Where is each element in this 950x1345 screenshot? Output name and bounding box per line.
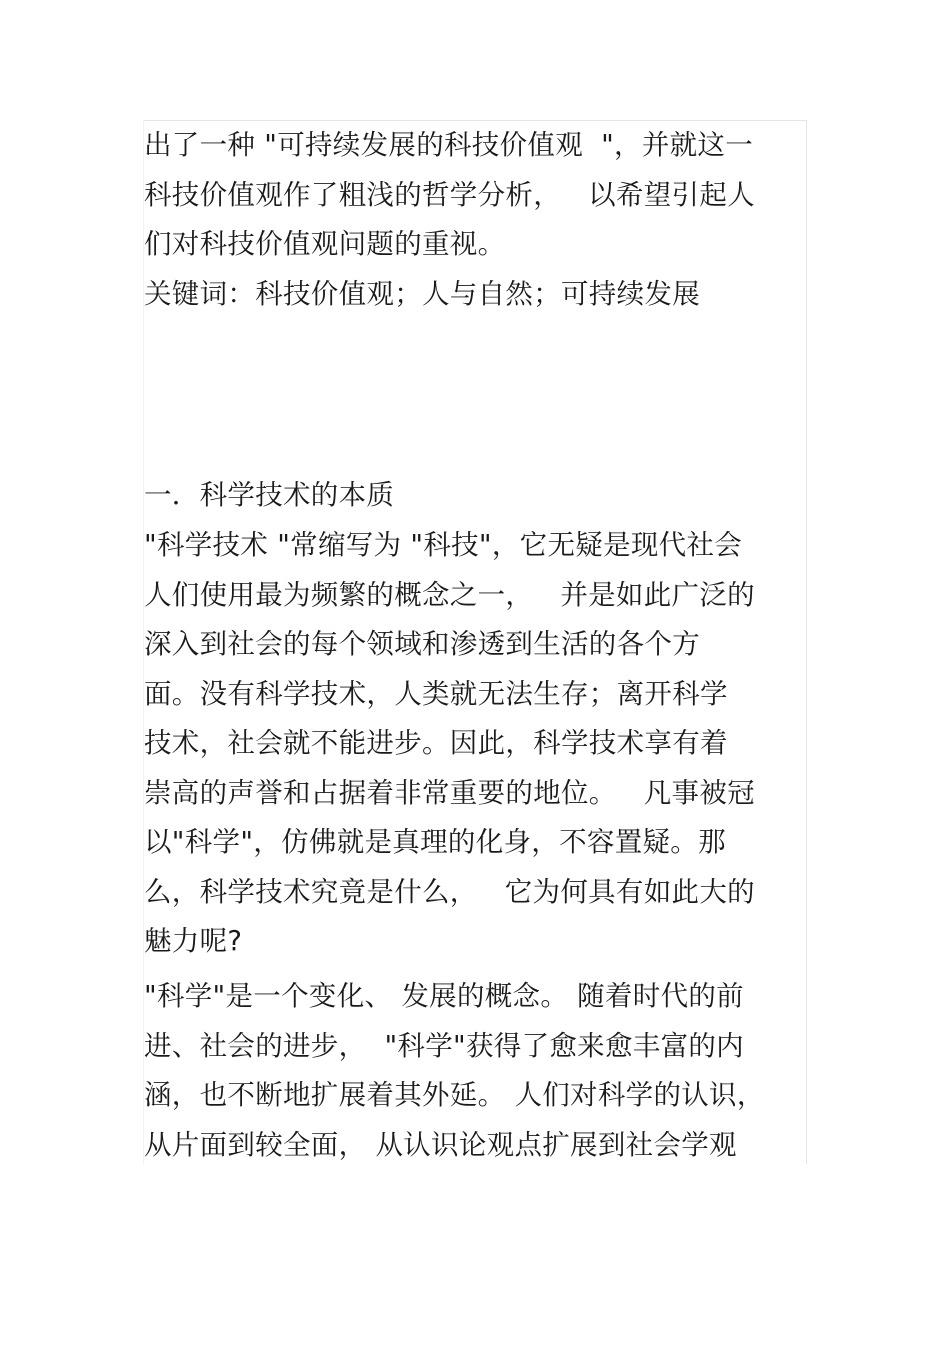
abstract-line: 出了一种 "可持续发展的科技价值观 "，并就这一 <box>144 129 754 161</box>
paragraph-line: 以"科学"，仿佛就是真理的化身，不容置疑。那 <box>144 826 726 858</box>
paragraph-1 <box>144 521 809 967</box>
paragraph-line: 人们使用最为频繁的概念之一， 并是如此广泛的 <box>144 578 755 611</box>
paragraph-line: 么，科学技术究竟是什么， 它为何具有如此大的 <box>144 875 755 908</box>
paragraph-line: "科学技术 "常缩写为 "科技"，它无疑是现代社会 <box>144 529 743 561</box>
keywords-line: 关键词：科技价值观；人与自然；可持续发展 <box>144 278 700 310</box>
paragraph-2 <box>144 972 809 1170</box>
abstract-line: 科技价值观作了粗浅的哲学分析， 以希望引起人 <box>144 178 755 211</box>
section-heading <box>144 471 809 521</box>
section-heading-text: 一．科学技术的本质 <box>144 479 395 511</box>
keywords <box>144 270 809 320</box>
paragraph-line: 魅力呢? <box>144 925 243 957</box>
paragraph-line: 崇高的声誉和占据着非常重要的地位。 凡事被冠 <box>144 776 755 809</box>
abstract-tail <box>144 121 809 270</box>
paragraph-line: 进、社会的进步， "科学"获得了愈来愈丰富的内 <box>144 1029 744 1062</box>
paragraph-line: 面。没有科学技术，人类就无法生存；离开科学 <box>144 677 728 710</box>
paragraph-line: 涵，也不断地扩展着其外延。 人们对科学的认识， <box>144 1079 765 1111</box>
paragraph-line: 技术，社会就不能进步。因此，科学技术享有着 <box>144 727 728 759</box>
paragraph-line: "科学"是一个变化、 发展的概念。 随着时代的前 <box>144 980 744 1012</box>
paragraph-line: 从片面到较全面， 从认识论观点扩展到社会学观 <box>144 1128 737 1161</box>
abstract-line: 们对科技价值观问题的重视。 <box>144 228 506 260</box>
paragraph-line: 深入到社会的每个领域和渗透到生活的各个方 <box>144 628 700 660</box>
